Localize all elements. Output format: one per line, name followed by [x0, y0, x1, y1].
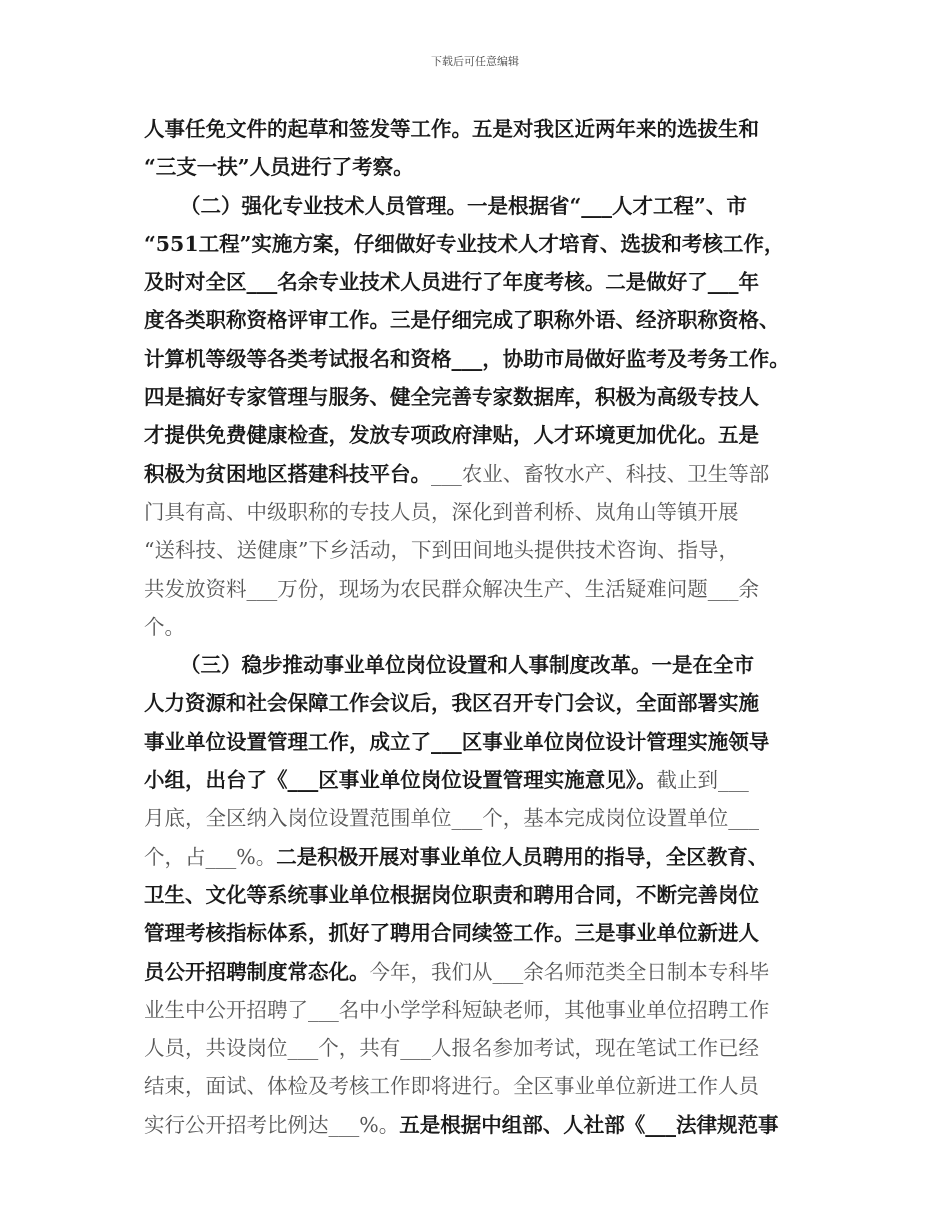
text-line	[144, 914, 816, 952]
text-line	[144, 684, 816, 722]
text-line	[144, 799, 816, 837]
text-segment: 结束，面试、体检及考核工作即将进行。全区事业单位新进工作人员	[144, 1074, 759, 1099]
text-line	[144, 110, 816, 148]
text-segment: 管理考核指标体系，抓好了聘用合同续签工作。三是事业单位新进人	[144, 921, 759, 946]
text-line	[144, 301, 816, 339]
text-line	[144, 225, 816, 263]
text-segment: 截止到___	[656, 768, 749, 793]
text-segment: （二）强化专业技术人员管理。一是根据省“___人才工程”、市	[180, 193, 747, 218]
text-segment: 四是搞好专家管理与服务、健全完善专家数据库，积极为高级专技人	[144, 385, 759, 410]
text-segment: 员公开招聘制度常态化。	[144, 959, 370, 984]
text-line	[144, 608, 816, 646]
text-segment: 人力资源和社会保障工作会议后，我区召开专门会议，全面部署实施	[144, 691, 759, 716]
text-segment: 五是根据中组部、人社部《___法律规范事	[399, 1112, 779, 1137]
text-segment: 才提供免费健康检查，发放专项政府津贴，人才环境更加优化。五是	[144, 423, 759, 448]
text-line	[144, 1067, 816, 1105]
text-segment: “送科技、送健康”下乡活动，下到田间地头提供技术咨询、指导，	[144, 538, 739, 563]
text-segment: 门具有高、中级职称的专技人员，深化到普利桥、岚角山等镇开展	[144, 499, 739, 524]
text-segment: 小组，出台了《___区事业单位岗位设置管理实施意见》。	[144, 768, 657, 793]
text-segment: 事业单位设置管理工作，成立了___区事业单位岗位设计管理实施领导	[144, 729, 770, 754]
text-line	[144, 148, 816, 186]
text-line	[144, 1029, 816, 1067]
text-segment: 度各类职称资格评审工作。三是仔细完成了职称外语、经济职称资格、	[144, 308, 780, 333]
text-line	[144, 378, 816, 416]
text-segment: “551工程”实施方案，仔细做好专业技术人才培育、选拔和考核工作，	[144, 231, 785, 256]
document-body	[144, 110, 816, 1144]
page-header: 下载后可任意编辑	[431, 55, 519, 68]
text-line	[144, 761, 816, 799]
text-line	[144, 1106, 816, 1144]
text-segment: 个。	[144, 614, 185, 639]
text-segment: 人员，共设岗位___个，共有___人报名参加考试，现在笔试工作已经	[144, 1036, 759, 1061]
text-segment: 人事任免文件的起草和签发等工作。五是对我区近两年来的选拔生和	[144, 117, 759, 141]
text-line	[144, 340, 816, 378]
text-segment: （三）稳步推动事业单位岗位设置和人事制度改革。一是在全市	[180, 653, 754, 678]
text-segment: 二是积极开展对事业单位人员聘用的指导，全区教育、	[276, 844, 769, 869]
text-segment: 业生中公开招聘了___名中小学学科短缺老师，其他事业单位招聘工作	[144, 997, 770, 1022]
text-segment: 今年，我们从___余名师范类全日制本专科毕	[369, 959, 770, 984]
text-line	[144, 570, 816, 608]
text-line	[144, 876, 816, 914]
text-segment: 计算机等级等各类考试报名和资格___，协助市局做好监考及考务工作。	[144, 346, 790, 371]
text-line	[144, 991, 816, 1029]
text-segment: 实行公开招考比例达___%。	[144, 1112, 400, 1137]
text-line	[144, 455, 816, 493]
text-line	[144, 723, 816, 761]
text-line	[144, 953, 816, 991]
text-segment: ___农业、畜牧水产、科技、卫生等部	[431, 461, 770, 486]
text-segment: 月底，全区纳入岗位设置范围单位___个，基本完成岗位设置单位___	[144, 806, 759, 831]
text-segment: 积极为贫困地区搭建科技平台。	[144, 461, 431, 486]
text-line	[144, 493, 816, 531]
text-segment: 个，占___%。	[144, 844, 277, 869]
text-line	[144, 416, 816, 454]
text-line	[144, 646, 816, 684]
text-segment: 共发放资料___万份，现场为农民群众解决生产、生活疑难问题___余	[144, 576, 759, 601]
text-line	[144, 838, 816, 876]
text-line	[144, 187, 816, 225]
text-line	[144, 531, 816, 569]
text-segment: 及时对全区___名余专业技术人员进行了年度考核。二是做好了___年	[144, 270, 759, 295]
text-segment: “三支一扶”人员进行了考察。	[144, 155, 414, 180]
text-segment: 卫生、文化等系统事业单位根据岗位职责和聘用合同，不断完善岗位	[144, 882, 759, 907]
text-line	[144, 263, 816, 301]
